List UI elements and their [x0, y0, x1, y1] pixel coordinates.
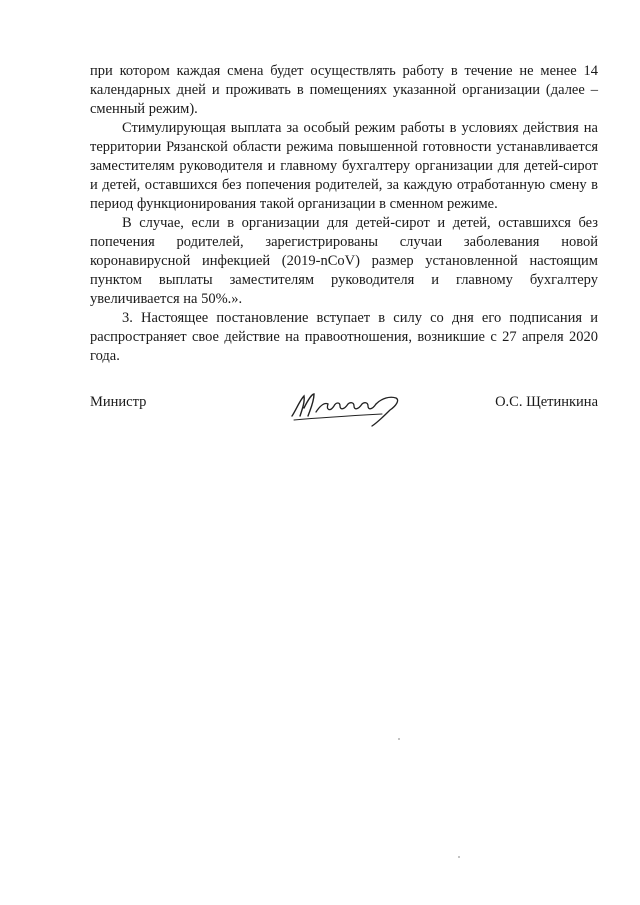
paragraph-stimulating-payment: Стимулирующая выплата за особый режим работы в условиях действия на территории Рязанской области режима повышенной готовности устанавливается заместителям руководителя и главному бухгалтеру организации для детей-сирот и детей, оставшихся без попечения родителей, за каждую отработанную смену в период функционирования такой организации в сменном режиме. — [90, 120, 598, 212]
document-body — [90, 62, 598, 366]
signatory-title: Министр — [90, 394, 147, 410]
signatory-name: О.С. Щетинкина — [495, 394, 598, 410]
handwritten-signature — [286, 386, 416, 428]
paragraph-covid-increase: В случае, если в организации для детей-сирот и детей, оставшихся без попечения родителей, зарегистрированы случаи заболевания новой коронавирусной инфекцией (2019-nCoV) размер установленной настоящим пунктом выплаты заместителям руководителя и главному бухгалтеру увеличивается на 50%.». — [90, 215, 598, 307]
scan-speck — [458, 856, 460, 858]
paragraph-continuation: при котором каждая смена будет осуществлять работу в течение не менее 14 календарных дней и проживать в помещениях указанной организации (далее – сменный режим). — [90, 63, 598, 117]
signature-block — [90, 394, 598, 434]
scan-speck — [398, 738, 400, 740]
paragraph-effective-date: 3. Настоящее постановление вступает в силу со дня его подписания и распространяет свое действие на правоотношения, возникшие с 27 апреля 2020 года. — [90, 310, 598, 364]
